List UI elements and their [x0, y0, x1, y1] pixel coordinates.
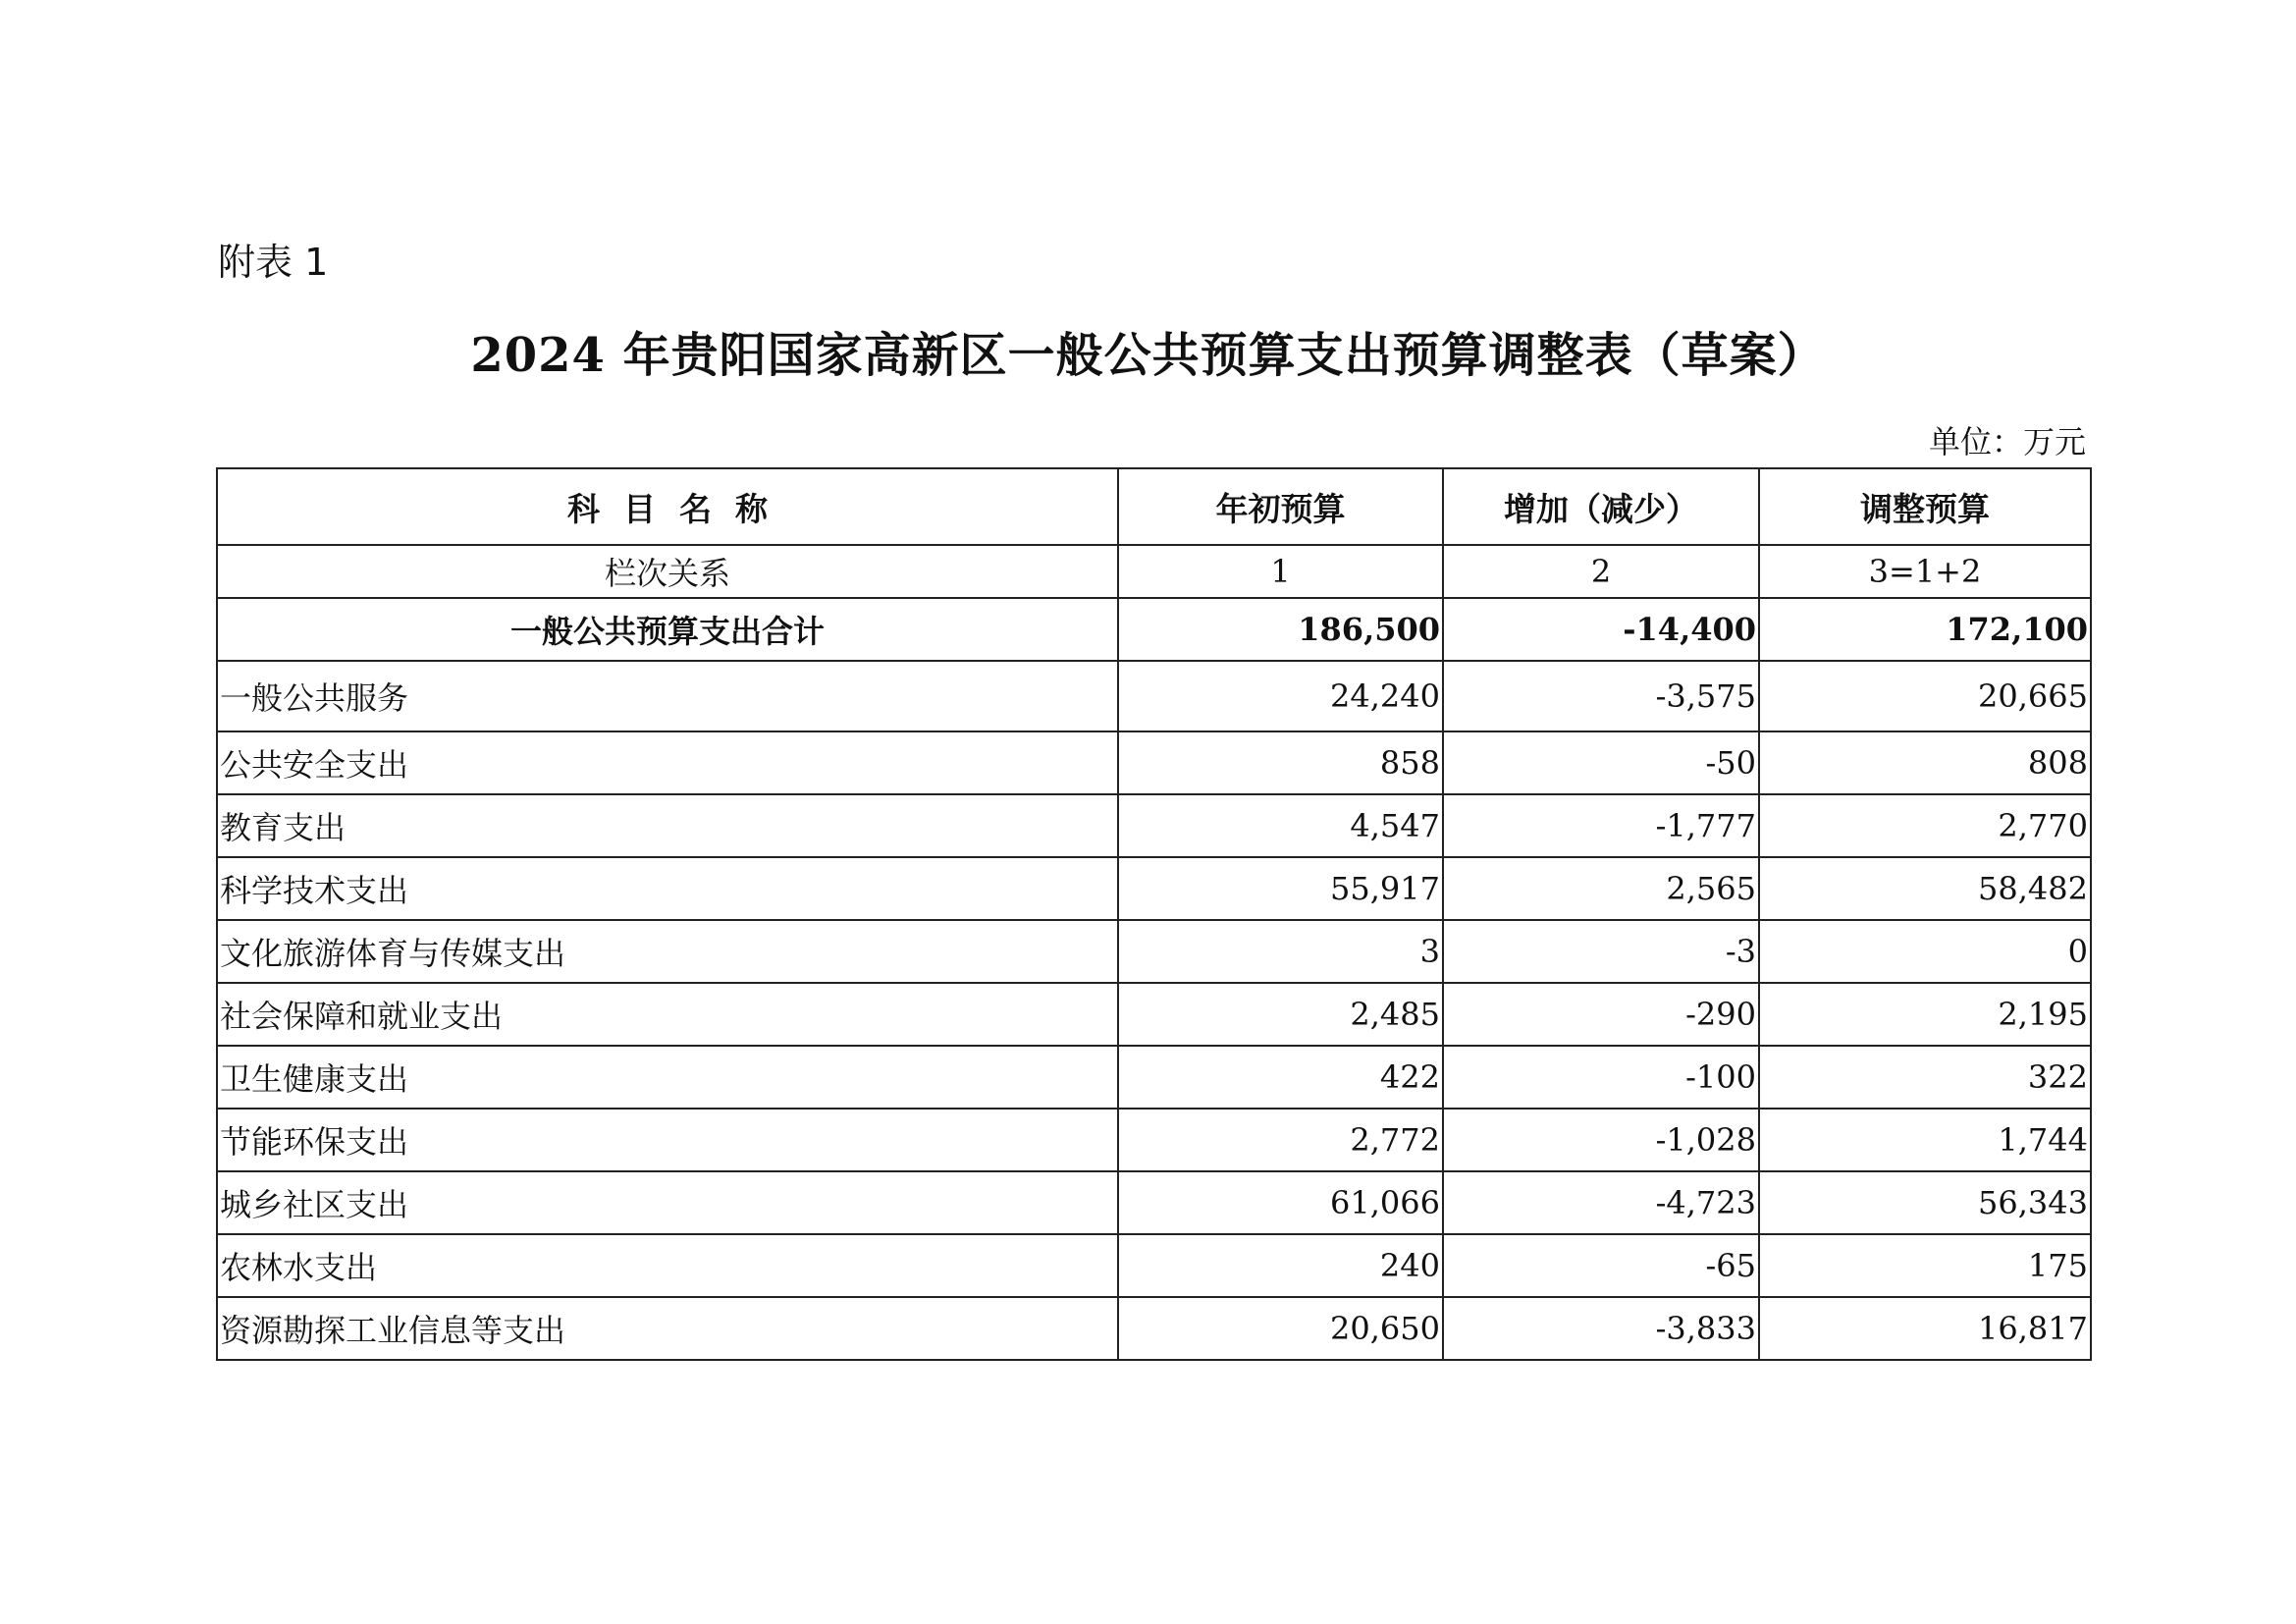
unit-label: 单位：万元	[1928, 423, 2086, 460]
row-change: -65	[1443, 1234, 1759, 1297]
total-row	[217, 598, 2091, 661]
row-initial: 858	[1118, 731, 1443, 794]
row-name: 一般公共服务	[217, 661, 1118, 731]
row-name: 节能环保支出	[217, 1109, 1118, 1171]
row-change: 2,565	[1443, 857, 1759, 920]
row-initial: 2,772	[1118, 1109, 1443, 1171]
table-row	[217, 1046, 2091, 1109]
row-name: 文化旅游体育与传媒支出	[217, 920, 1118, 983]
row-adjusted: 2,770	[1759, 794, 2091, 857]
row-name: 资源勘探工业信息等支出	[217, 1297, 1118, 1360]
column-relation-label: 栏次关系	[217, 545, 1118, 598]
table-row	[217, 794, 2091, 857]
row-initial: 2,485	[1118, 983, 1443, 1046]
table-row	[217, 983, 2091, 1046]
row-adjusted: 0	[1759, 920, 2091, 983]
header-adjusted-budget: 调整预算	[1759, 468, 2091, 545]
header-initial-budget: 年初预算	[1118, 468, 1443, 545]
row-adjusted: 20,665	[1759, 661, 2091, 731]
row-change: -50	[1443, 731, 1759, 794]
row-change: -3,833	[1443, 1297, 1759, 1360]
row-change: -4,723	[1443, 1171, 1759, 1234]
total-change: -14,400	[1443, 598, 1759, 661]
row-change: -3,575	[1443, 661, 1759, 731]
column-relation-initial: 1	[1118, 545, 1443, 598]
row-initial: 422	[1118, 1046, 1443, 1109]
header-subject-name: 科目名称	[217, 468, 1118, 545]
row-change: -1,777	[1443, 794, 1759, 857]
table-row	[217, 731, 2091, 794]
row-adjusted: 2,195	[1759, 983, 2091, 1046]
row-initial: 3	[1118, 920, 1443, 983]
row-name: 卫生健康支出	[217, 1046, 1118, 1109]
row-adjusted: 16,817	[1759, 1297, 2091, 1360]
total-initial: 186,500	[1118, 598, 1443, 661]
header-change: 增加（减少）	[1443, 468, 1759, 545]
table-row	[217, 661, 2091, 731]
row-initial: 61,066	[1118, 1171, 1443, 1234]
table-row	[217, 1109, 2091, 1171]
document-title: 2024 年贵阳国家高新区一般公共预算支出预算调整表（草案）	[470, 328, 1826, 383]
table-row	[217, 1234, 2091, 1297]
row-name: 农林水支出	[217, 1234, 1118, 1297]
row-change: -1,028	[1443, 1109, 1759, 1171]
row-name: 城乡社区支出	[217, 1171, 1118, 1234]
budget-adjustment-table	[216, 467, 2092, 1361]
column-relation-adjusted: 3=1+2	[1759, 545, 2091, 598]
row-initial: 24,240	[1118, 661, 1443, 731]
row-name: 公共安全支出	[217, 731, 1118, 794]
row-adjusted: 322	[1759, 1046, 2091, 1109]
row-adjusted: 175	[1759, 1234, 2091, 1297]
total-adjusted: 172,100	[1759, 598, 2091, 661]
header-row	[217, 468, 2091, 545]
row-adjusted: 808	[1759, 731, 2091, 794]
row-change: -290	[1443, 983, 1759, 1046]
row-adjusted: 56,343	[1759, 1171, 2091, 1234]
table-row	[217, 857, 2091, 920]
row-initial: 20,650	[1118, 1297, 1443, 1360]
row-change: -3	[1443, 920, 1759, 983]
total-name: 一般公共预算支出合计	[217, 598, 1118, 661]
table-row	[217, 920, 2091, 983]
row-initial: 240	[1118, 1234, 1443, 1297]
table-row	[217, 1171, 2091, 1234]
table-row	[217, 1297, 2091, 1360]
row-initial: 55,917	[1118, 857, 1443, 920]
column-relation-change: 2	[1443, 545, 1759, 598]
row-name: 科学技术支出	[217, 857, 1118, 920]
row-name: 教育支出	[217, 794, 1118, 857]
row-change: -100	[1443, 1046, 1759, 1109]
row-adjusted: 58,482	[1759, 857, 2091, 920]
column-relation-row	[217, 545, 2091, 598]
row-adjusted: 1,744	[1759, 1109, 2091, 1171]
appendix-label: 附表 1	[218, 241, 329, 284]
row-initial: 4,547	[1118, 794, 1443, 857]
row-name: 社会保障和就业支出	[217, 983, 1118, 1046]
